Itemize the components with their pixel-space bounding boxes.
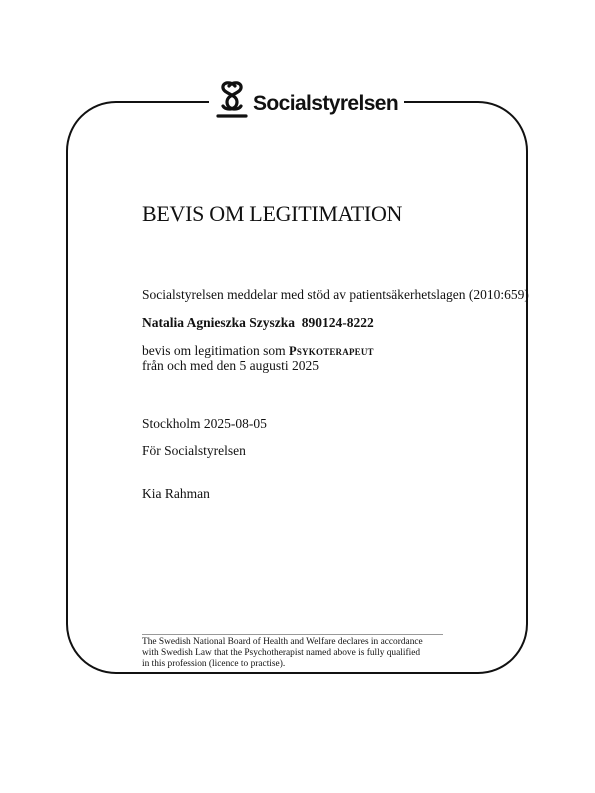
- footer-line: with Swedish Law that the Psychotherapist named above is fully qualified: [142, 648, 421, 658]
- document-title: BEVIS OM LEGITIMATION: [142, 201, 403, 226]
- valid-from: från och med den 5 augusti 2025: [142, 358, 319, 373]
- profession: Psykoterapeut: [289, 344, 374, 358]
- certificate-line: [142, 343, 374, 359]
- footer-divider: [142, 634, 443, 635]
- footer-note: [142, 637, 452, 670]
- place-date: Stockholm 2025-08-05: [142, 416, 267, 431]
- intro-text: Socialstyrelsen meddelar med stöd av patientsäkerhetslagen (2010:659): [142, 287, 529, 302]
- certificate-border: [66, 101, 528, 674]
- person-line: [142, 315, 374, 331]
- on-behalf: För Socialstyrelsen: [142, 443, 246, 458]
- footer-line: in this profession (licence to practise).: [142, 659, 286, 669]
- person-name: Natalia Agnieszka Szyszka: [142, 315, 296, 330]
- person-id: 890124-8222: [301, 315, 374, 330]
- organization-name: Socialstyrelsen: [253, 92, 399, 115]
- socialstyrelsen-logo-icon: [215, 80, 249, 120]
- certificate-text: bevis om legitimation som: [142, 343, 286, 358]
- header-logo: [209, 78, 404, 122]
- footer-line: The Swedish National Board of Health and Welfare declares in accordance: [142, 637, 423, 647]
- signatory: Kia Rahman: [142, 486, 210, 501]
